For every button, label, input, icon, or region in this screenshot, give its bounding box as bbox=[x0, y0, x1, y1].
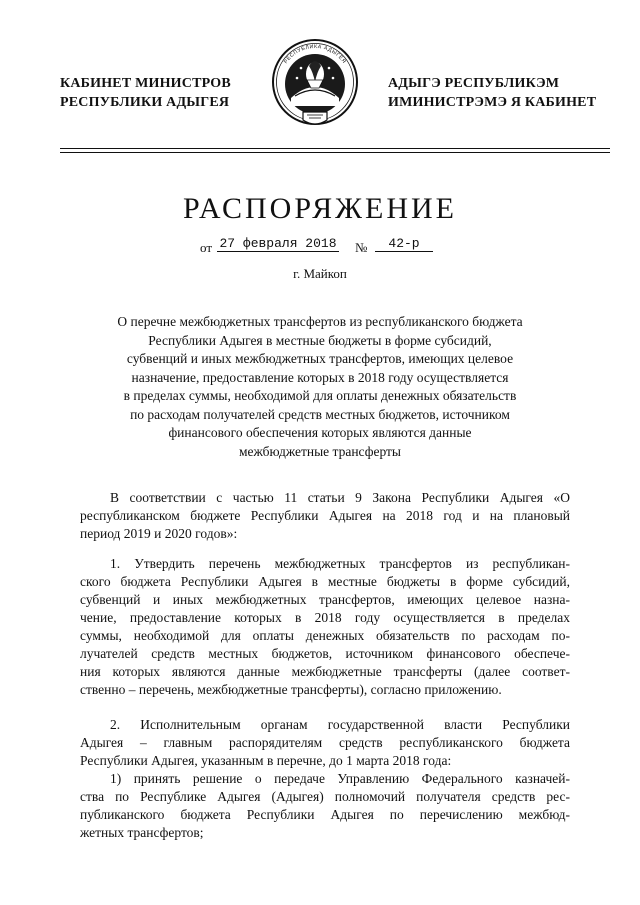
text-line: суммы, необходимой для оплаты денежных обязательств по расходам по- bbox=[80, 628, 570, 643]
item-2-paragraph bbox=[80, 716, 570, 842]
text-line: Адыгея – главным распорядителям средств республиканского бюджета bbox=[80, 735, 570, 750]
subject-line: Республики Адыгея в местные бюджеты в форме субсидий, bbox=[148, 332, 492, 348]
item-1-paragraph bbox=[80, 555, 570, 699]
document-date: 27 февраля 2018 bbox=[217, 236, 339, 252]
text-line: 1. Утвердить перечень межбюджетных трансфертов из республикан- bbox=[110, 556, 570, 571]
subject-line: финансового обеспечения которых являются данные bbox=[168, 425, 472, 440]
text-line: Республики Адыгея, указанным в перечне, до 1 марта 2018 года: bbox=[80, 753, 452, 768]
text-line: республиканском бюджете Республики Адыгея на 2018 год и на плановый bbox=[80, 508, 570, 523]
header-left-line-1: КАБИНЕТ МИНИСТРОВ bbox=[60, 76, 231, 91]
subject-line: О перечне межбюджетных трансфертов из республиканского бюджета bbox=[117, 314, 523, 329]
header-rule-thick bbox=[60, 148, 610, 149]
subject-line: в пределах суммы, необходимой для оплаты денежных обязательств bbox=[123, 388, 517, 403]
text-line: публиканского бюджета Республики Адыгея по перечислению межбюд- bbox=[80, 807, 570, 822]
header-left-line-2: РЕСПУБЛИКИ АДЫГЕЯ bbox=[60, 95, 230, 110]
header-right-line-2: ИМИНИСТРЭМЭ Я КАБИНЕТ bbox=[388, 95, 597, 110]
date-prefix: от bbox=[200, 240, 213, 255]
date-number-line bbox=[200, 236, 460, 258]
text-line: жетных трансфертов; bbox=[80, 825, 204, 840]
subject-heading bbox=[70, 313, 570, 461]
header-rule-thin bbox=[60, 152, 610, 153]
subject-line: межбюджетные трансферты bbox=[239, 443, 401, 459]
number-sign: № bbox=[355, 240, 368, 255]
text-line: ства по Республике Адыгея (Адыгея) полномочий получателя средств рес- bbox=[80, 789, 570, 804]
header-left bbox=[60, 74, 260, 112]
text-line: ния которых являются данные межбюджетные трансферты (далее соответ- bbox=[80, 664, 570, 679]
text-line: ского бюджета Республики Адыгея в местные бюджеты в форме субсидий, bbox=[80, 574, 570, 589]
text-line: чение, предоставление которых в 2018 году осуществляется в пределах bbox=[80, 610, 570, 625]
subject-line: субвенций и иных межбюджетных трансфертов, имеющих целевое bbox=[126, 351, 514, 366]
city: г. Майкоп bbox=[293, 266, 347, 281]
text-line: период 2019 и 2020 годов»: bbox=[80, 526, 238, 541]
emblem-seal-icon bbox=[271, 36, 359, 136]
text-line: ственно – перечень, межбюджетные трансферты), согласно приложению. bbox=[80, 682, 502, 697]
document-number: 42-р bbox=[375, 236, 433, 252]
emblem-text: РЕСПУБЛИКА АДЫГЕЯ bbox=[282, 43, 348, 65]
subject-line: по расходам получателей средств местных бюджетов, источником bbox=[130, 406, 510, 422]
text-line: субвенций и иных межбюджетных трансфертов, имеющих целевое назна- bbox=[80, 592, 570, 607]
preamble-paragraph bbox=[80, 489, 570, 543]
text-line: лучателей средств местных бюджетов, источником финансового обеспече- bbox=[80, 646, 570, 661]
header-right-line-1: АДЫГЭ РЕСПУБЛИКЭМ bbox=[388, 76, 560, 91]
document-title: РАСПОРЯЖЕНИЕ bbox=[182, 192, 458, 225]
text-line: 2. Исполнительным органам государственной власти Республики bbox=[110, 717, 570, 732]
header-right bbox=[388, 74, 618, 112]
subject-line: назначение, предоставление которых в 2018 году осуществляется bbox=[131, 369, 509, 385]
text-line: В соответствии с частью 11 статьи 9 Закона Республики Адыгея «О bbox=[110, 490, 570, 505]
text-line: 1) принять решение о передаче Управлению Федерального казначей- bbox=[110, 771, 570, 786]
